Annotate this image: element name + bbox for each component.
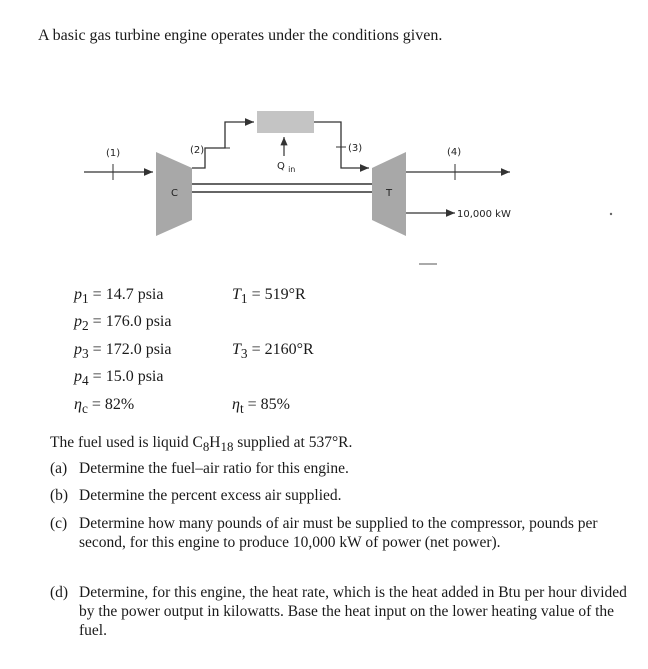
question-d [50,583,640,643]
heat-input-label [277,161,295,174]
eta-t-subscript: t [239,401,244,417]
p2-symbol: p [74,313,82,330]
gas-turbine-diagram [0,0,648,270]
fuel-carbon-subscript: 8 [202,439,210,455]
p3-value: = 172.0 psia [92,341,172,358]
heat-input-symbol: Q [277,161,285,172]
question-d-text: Determine, for this engine, the heat rate, which is the heat added in Btu per hour divided by the power output in kilowatts. Base the heat input on the lower heating value of the fuel. [79,584,627,639]
condition-p4 [74,368,163,389]
fuel-hydrogen-subscript: 18 [220,439,234,455]
p3-symbol: p [74,341,82,358]
T3-subscript: 3 [240,346,248,362]
eta-t-value: = 85% [247,396,290,413]
state-4-label: (4) [447,147,462,158]
question-a-text: Determine the fuel–air ratio for this engine. [79,460,349,477]
fuel-prefix: The fuel used is liquid C [50,434,203,451]
problem-intro: A basic gas turbine engine operates under the conditions given. [38,27,443,44]
turbine-label: T [386,188,393,199]
condition-T3 [232,341,314,362]
T3-value: = 2160°R [251,341,314,358]
T3-symbol: T [232,341,241,358]
p1-symbol: p [74,286,82,303]
eta-c-subscript: c [81,401,88,417]
p3-subscript: 3 [82,346,89,362]
condition-p1 [74,286,163,307]
condition-eta-t [232,396,290,417]
p2-value: = 176.0 psia [92,313,172,330]
state-3-label: (3) [348,143,363,154]
combustor-box [257,111,314,133]
condition-T1 [232,286,306,307]
p1-value: = 14.7 psia [92,286,164,303]
condition-p2 [74,313,171,334]
power-output-label: 10,000 kW [457,209,511,220]
question-c-text: Determine how many pounds of air must be supplied to the compressor, pounds per second, for this engine to produce 10,000 kW of power (net power). [79,515,598,551]
question-a-tag: (a) [50,460,68,477]
state-2-label: (2) [190,145,205,156]
T1-subscript: 1 [240,291,248,307]
T1-value: = 519°R [251,286,306,303]
fuel-statement [50,433,352,456]
p2-subscript: 2 [82,318,89,334]
eta-c-value: = 82% [91,396,135,413]
condition-eta-c [74,396,134,417]
stray-dot [610,213,612,215]
compressor-label: C [171,188,178,199]
fuel-suffix: supplied at 537°R. [233,434,353,451]
state-1-label: (1) [106,148,121,159]
fuel-hydrogen: H [209,434,221,451]
T1-symbol: T [232,286,241,303]
p1-subscript: 1 [82,291,89,307]
heat-input-subscript: in [288,165,296,174]
question-b-text: Determine the percent excess air supplied. [79,487,342,504]
question-c [50,514,640,574]
question-c-tag: (c) [50,515,68,532]
question-d-tag: (d) [50,584,69,601]
question-b [50,486,640,506]
question-a [50,459,640,479]
p4-value: = 15.0 psia [92,368,164,385]
p4-subscript: 4 [82,373,89,389]
eta-c-symbol: η [74,396,82,413]
condition-p3 [74,341,171,362]
eta-t-symbol: η [232,396,240,413]
question-b-tag: (b) [50,487,69,504]
p4-symbol: p [74,368,82,385]
